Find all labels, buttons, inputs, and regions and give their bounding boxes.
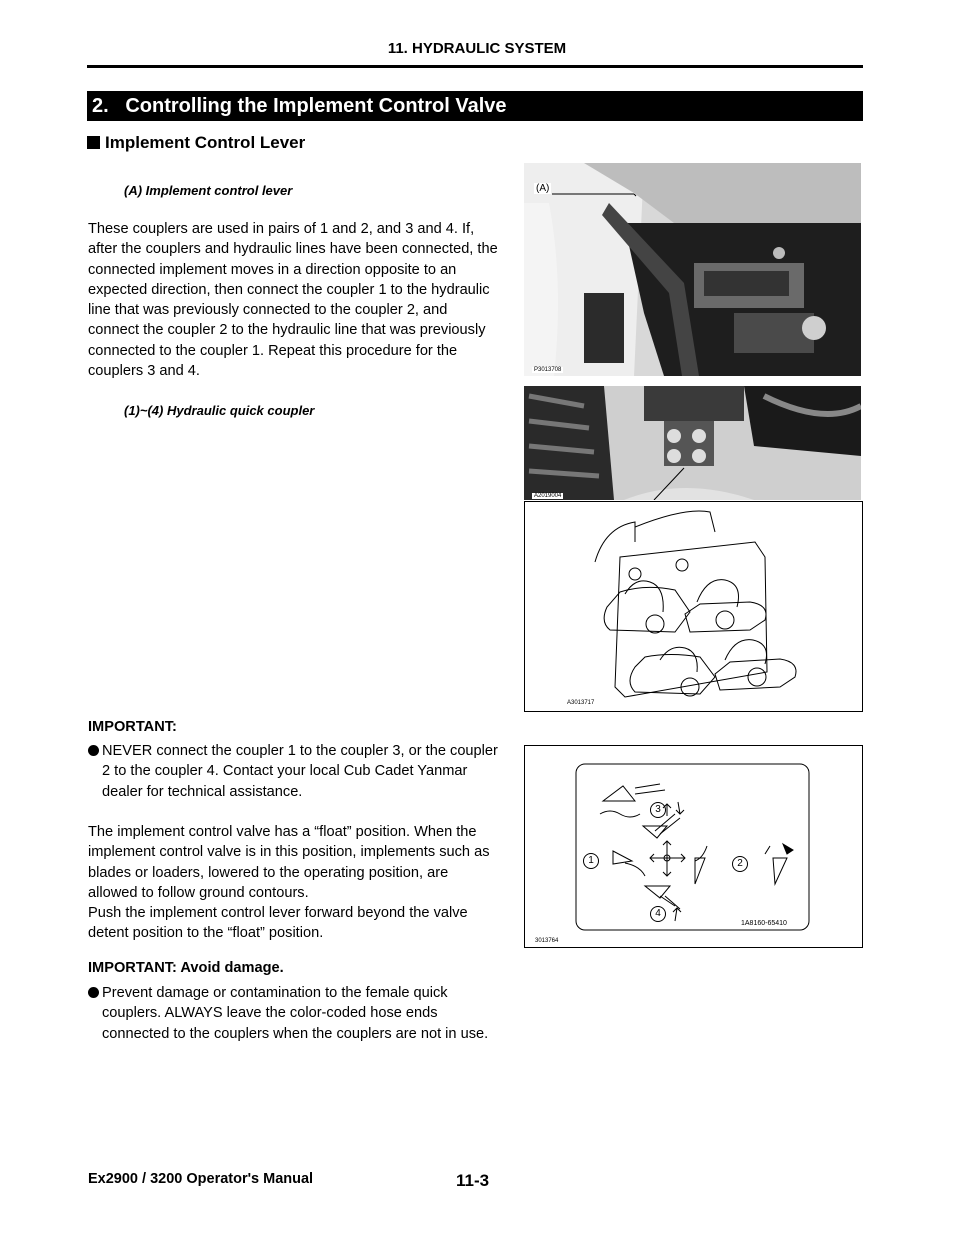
photo-implement-lever xyxy=(524,163,861,376)
decal-num-1: 1 xyxy=(583,853,599,869)
square-bullet-icon xyxy=(87,136,100,149)
figure-lever-decal xyxy=(524,745,863,948)
caption-lever: (A) Implement control lever xyxy=(124,183,293,198)
important-bullet-2-text: Prevent damage or contamination to the female quick couplers. ALWAYS leave the color-coded hose ends connected to the couplers when the couplers are not in use. xyxy=(102,985,489,1042)
important-heading-1: IMPORTANT: xyxy=(88,719,177,735)
caption-coupler: (1)~(4) Hydraulic quick coupler xyxy=(124,403,315,418)
chapter-header: 11. HYDRAULIC SYSTEM xyxy=(387,40,567,57)
subsection-title xyxy=(87,133,305,153)
bullet-dot-icon xyxy=(88,987,99,998)
decal-num-2: 2 xyxy=(732,856,748,872)
decal-part-number: 1A8160-65410 xyxy=(741,920,787,927)
important-bullet-2 xyxy=(88,983,498,1044)
photo1-label: (A) xyxy=(536,183,550,194)
important-heading-2: IMPORTANT: Avoid damage. xyxy=(88,960,284,976)
section-title: 2. Controlling the Implement Control Valve xyxy=(87,91,863,121)
paragraph-push: Push the implement control lever forward beyond the valve detent position to the “float” position. xyxy=(88,905,468,942)
important-bullet-1 xyxy=(88,741,498,802)
decal-num-4: 4 xyxy=(650,906,666,922)
decal-code: 3013764 xyxy=(535,938,559,944)
photo2-code: A2019004 xyxy=(534,493,562,499)
important-bullet-1-text: NEVER connect the coupler 1 to the coupler 3, or the coupler 2 to the coupler 4. Contact your local Cub Cadet Yanmar dealer for technical assistance. xyxy=(102,743,498,800)
drawing-code: A3013717 xyxy=(567,700,595,706)
photo-quick-coupler xyxy=(524,386,861,500)
drawing-couplers xyxy=(524,501,863,712)
footer-page: 11-3 xyxy=(456,1171,490,1190)
decal-num-3: 3 xyxy=(650,802,666,818)
paragraph-couplers: These couplers are used in pairs of 1 and 2, and 3 and 4. If, after the couplers and hydraulic lines have been connected, the connected implement moves in a direction opposite to an expected direction, then connect the coupler 1 to the hydraulic line that was previously connected to the coupler 2, and connect the coupler 2 to the hydraulic line that was previously connected to the coupler 1. Repeat this procedure for the couplers 3 and 4. xyxy=(88,221,498,380)
header-rule xyxy=(87,65,863,68)
subsection-label: Implement Control Lever xyxy=(105,133,306,152)
footer-manual: Ex2900 / 3200 Operator's Manual xyxy=(88,1171,314,1187)
photo1-code: P3013708 xyxy=(534,367,562,373)
paragraph-float: The implement control valve has a “float” position. When the implement control valve is in this position, implements such as blades or loaders, lowered to the operating position, are allowed to follow ground contours. xyxy=(88,824,490,901)
bullet-dot-icon xyxy=(88,745,99,756)
